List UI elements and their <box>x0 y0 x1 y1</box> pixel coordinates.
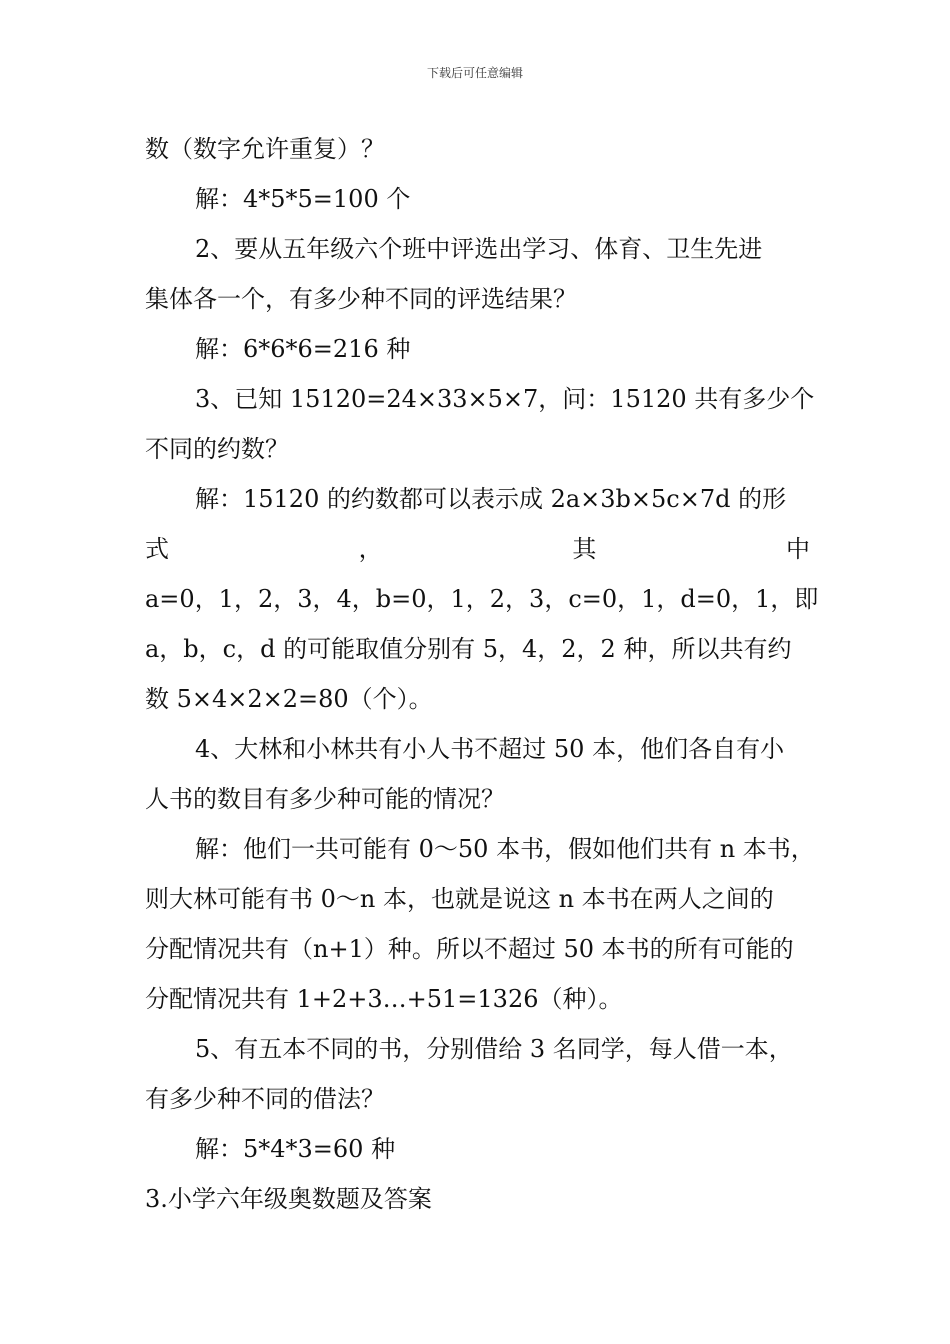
text-line-2: 解：4*5*5=100 个 <box>195 185 411 213</box>
text-line-12: 数 5×4×2×2=80（个）。 <box>145 685 433 713</box>
text-line-4: 集体各一个，有多少种不同的评选结果？ <box>145 285 577 313</box>
text-line-10: a=0，1，2，3，4，b=0，1，2，3，c=0，1，d=0，1，即 <box>145 585 819 613</box>
text-line-3: 2、要从五年级六个班中评选出学习、体育、卫生先进 <box>195 235 763 263</box>
justified-line <box>145 532 810 566</box>
text-line-1: 数（数字允许重复）？ <box>145 135 385 163</box>
text-line-6: 3、已知 15120=24×33×5×7，问：15120 共有多少个 <box>195 385 815 413</box>
justified-word-2: ， <box>358 535 383 563</box>
justified-word-4: 中 <box>785 535 810 563</box>
text-line-20: 有多少种不同的借法？ <box>145 1085 385 1113</box>
text-line-8: 解：15120 的约数都可以表示成 2a×3b×5c×7d 的形 <box>195 485 787 513</box>
text-line-21: 解：5*4*3=60 种 <box>195 1135 396 1163</box>
text-line-11: a，b，c，d 的可能取值分别有 5，4，2，2 种，所以共有约 <box>145 635 792 663</box>
section-heading: 3.小学六年级奥数题及答案 <box>145 1185 432 1213</box>
text-line-17: 分配情况共有（n+1）种。所以不超过 50 本书的所有可能的 <box>145 935 794 963</box>
text-line-16: 则大林可能有书 0～n 本，也就是说这 n 本书在两人之间的 <box>145 885 774 913</box>
text-line-18: 分配情况共有 1+2+3…+51=1326（种）。 <box>145 985 623 1013</box>
text-line-5: 解：6*6*6=216 种 <box>195 335 411 363</box>
text-line-14: 人书的数目有多少种可能的情况？ <box>145 785 505 813</box>
text-line-19: 5、有五本不同的书，分别借给 3 名同学，每人借一本， <box>195 1035 793 1063</box>
page-header: 下载后可任意编辑 <box>426 66 523 80</box>
justified-word-1: 式 <box>145 535 169 563</box>
justified-word-3: 其 <box>572 535 597 563</box>
text-line-7: 不同的约数？ <box>145 435 289 463</box>
text-line-15: 解：他们一共可能有 0～50 本书，假如他们共有 n 本书， <box>195 835 815 863</box>
text-line-13: 4、大林和小林共有小人书不超过 50 本，他们各自有小 <box>195 735 785 763</box>
